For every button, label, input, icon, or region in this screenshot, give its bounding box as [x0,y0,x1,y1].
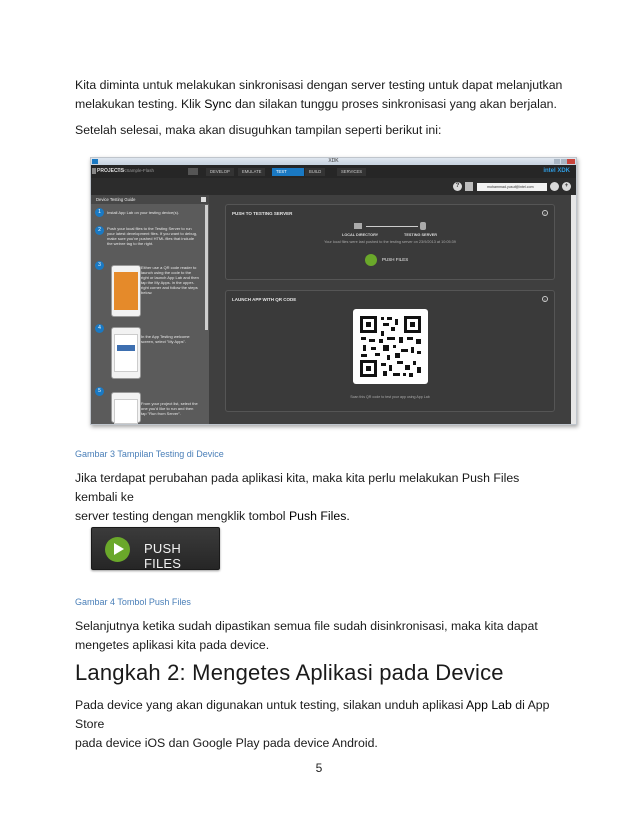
server-icon [420,222,426,230]
testing-server-label: TESTING SERVER [404,233,438,237]
guide-step [95,261,199,321]
info-icon[interactable]: i [542,296,548,302]
play-icon [105,537,130,562]
intro-line-1: Kita diminta untuk melakukan sinkronisasi dengan server testing untuk dapat melanjutkan [75,78,563,92]
push-files-paragraph [75,469,565,526]
window-title: XDK [328,158,339,164]
test-main-area [209,195,573,425]
intro-line-2-pre: melakukan testing. Klik [75,97,205,111]
intro-line-3: Setelah selesai, maka akan disuguhkan tampilan seperti berikut ini: [75,123,442,137]
tab-emulate[interactable]: EMULATE [238,168,265,176]
push-files-label: PUSH FILES [144,541,182,571]
tab-test[interactable]: TEST [272,168,304,176]
intro-line-2-post: dan silakan tunggu proses sinkronisasi yang akan berjalan. [231,97,557,111]
user-account[interactable]: mohammad.yusuf@intel.com [477,183,547,191]
guide-title: Device Testing Guide [91,195,209,204]
step-text: Install App Lab on your testing device(s). [107,210,180,215]
push-files-label-small: PUSH FILES [382,257,409,262]
push-files-keyword: Push Files. [288,509,350,523]
para3-line-2: mengetes aplikasi kita pada device. [75,638,270,652]
step-text: Either use a QR code reader to launch using the code to the right or launch App Lab and then tap the My Apps. in the upper-right corner and follow the steps below. [141,265,199,295]
section-heading: Langkah 2: Mengetes Aplikasi pada Device [75,660,504,685]
qr-code [353,309,428,384]
sync-arrow [366,226,418,227]
close-icon[interactable] [567,159,575,164]
app-lab-keyword: App Lab [466,698,512,712]
push-files-button[interactable] [91,527,220,570]
qr-code-card [225,290,555,412]
collapse-icon[interactable] [201,197,206,202]
para3-line-1: Selanjutnya ketika sudah dipastikan semua file sudah disinkronisasi, maka kita dapat [75,619,538,633]
avatar [465,182,473,191]
para4-line-1-pre: Pada device yang akan digunakan untuk testing, silakan unduh aplikasi [75,698,467,712]
tab-services[interactable]: SERVICES [337,168,366,176]
window-titlebar [91,158,576,165]
guide-step [95,226,199,246]
intel-xdk-logo: intel XDK [543,168,570,174]
xdk-toolbar [91,178,576,195]
intro-line-2 [75,95,565,114]
qr-caption: Scan this QR code to test your app using App Lab [350,395,430,399]
push-files-button-small[interactable] [365,253,415,267]
phone-screenshot [111,265,141,317]
step-text: In the App Testing welcome screen, select "My Apps". [141,334,190,344]
phone-screen [114,399,138,424]
step-number: 2 [95,226,104,235]
device-testing-guide-panel [91,195,209,425]
help-icon[interactable]: ? [453,182,462,191]
push-status: Your local files were last pushed to the testing server on 23/9/2013 at 10:05:39 [324,240,456,244]
tab-build[interactable]: BUILD [305,168,325,176]
push-to-server-card [225,204,555,280]
minimize-icon[interactable] [554,159,560,164]
phone-screen [114,272,138,310]
play-icon [365,254,377,266]
folder-icon [354,223,362,229]
info-icon[interactable]: i [542,210,548,216]
menu-icon[interactable] [92,168,96,174]
qr-code-graphic [353,309,428,384]
phone-screen [114,334,138,372]
phone-screenshot [111,392,141,423]
settings-icon[interactable] [550,182,559,191]
figure-3-caption: Gambar 3 Tampilan Testing di Device [75,449,224,459]
main-scrollbar[interactable] [571,195,576,425]
project-name[interactable]: XDKSample-Flash [117,168,155,173]
step-text: From your project list, select the one you'd like to run and then tap "Run from Server". [141,401,198,416]
phone-screenshot [111,327,141,379]
guide-scrollbar[interactable] [205,205,208,330]
guide-step [95,387,199,423]
applab-paragraph [75,696,565,753]
para2-line-2-pre: server testing dengan mengklik tombol [75,509,289,523]
sync-keyword: Sync [204,97,232,111]
sync-paragraph [75,617,565,655]
xdk-screenshot [90,157,577,425]
app-icon [92,159,98,164]
step-number: 3 [95,261,104,270]
para2-line-1: Jika terdapat perubahan pada aplikasi kita, maka kita perlu melakukan Push Files kembali ke [75,471,520,504]
step-number: 5 [95,387,104,396]
para2-line-2 [75,507,565,526]
add-icon[interactable]: + [562,182,571,191]
guide-step [95,208,199,215]
local-directory-label: LOCAL DIRECTORY [342,233,379,237]
intro-paragraph [75,76,565,114]
step-number: 4 [95,324,104,333]
para4-line-1 [75,696,565,734]
phone-app-bar [117,345,135,351]
qr-card-title: LAUNCH APP WITH QR CODE [232,297,297,302]
xdk-menubar [91,165,576,178]
tab-develop[interactable]: DEVELOP [206,168,234,176]
para4-line-1-post: di App Store [75,698,550,731]
step-number: 1 [95,208,104,217]
project-dropdown-icon[interactable] [188,168,198,175]
page-number: 5 [315,761,323,775]
step-text: Push your local files to the Testing Server to run your latest development files. If you want to debug, make sure you've pushed HTML files that include the weinre tag to the right. [107,226,198,246]
para4-line-2: pada device iOS dan Google Play pada device Android. [75,736,378,750]
guide-step [95,324,199,384]
projects-tab[interactable]: PROJECTS [97,168,124,174]
figure-4-caption: Gambar 4 Tombol Push Files [75,597,191,607]
push-card-title: PUSH TO TESTING SERVER [232,211,293,216]
